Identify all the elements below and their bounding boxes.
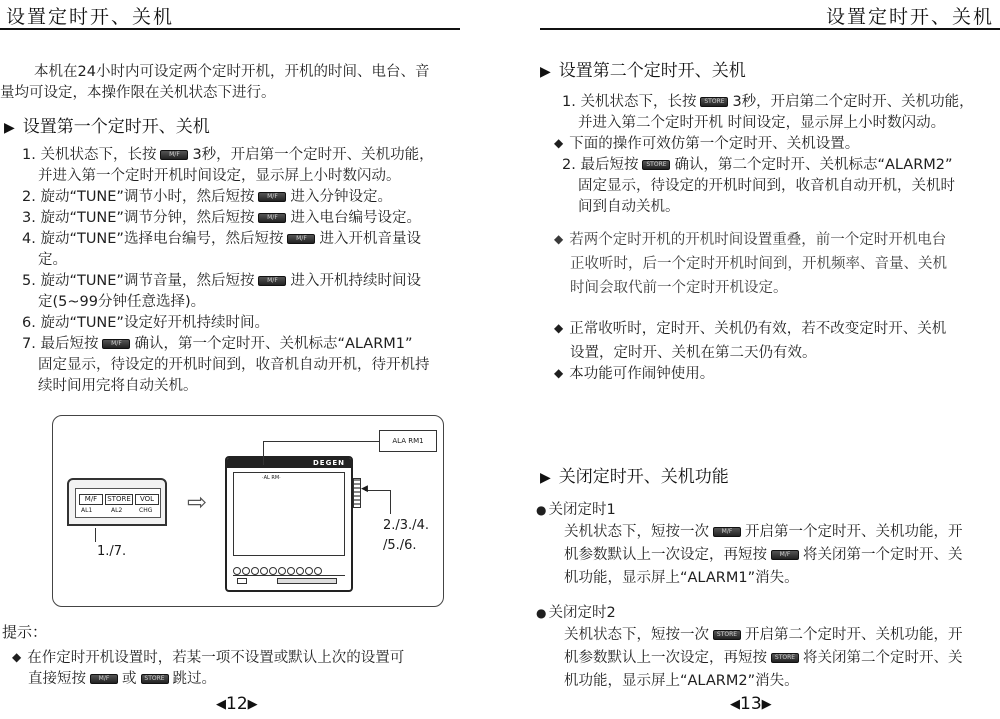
callout-right-label: 2./3./4. /5./6. — [383, 518, 429, 553]
step-7-cont-2: 续时间用完将自动关机。 — [38, 378, 198, 394]
close1-title: 关闭定时1 — [548, 502, 616, 518]
bullet-dot-icon: ● — [536, 503, 547, 517]
mf-key-icon: M/F — [102, 339, 130, 349]
diamond-bullet-icon: ◆ — [554, 136, 564, 150]
section-title-second: ▶ 设置第二个定时开、关机 — [540, 61, 746, 81]
s2-step-1: 1. 关机状态下，长按 STORE 3秒，开启第二个定时开、关机功能， — [562, 94, 974, 110]
mf-key-icon: M/F — [258, 192, 286, 202]
step-6: 6. 旋动“TUNE”设定好开机持续时间。 — [22, 315, 269, 331]
close-alarm-1: ● 关闭定时1 关机状态下，短按一次 M/F 开启第一个定时开、关机功能，开 机参数默认上一次设定，再短按 M/F 将关闭第一个定时开、关 机功能，显示屏上“ALARM1”消失。 — [536, 502, 963, 586]
intro-line-1: 本机在24小时内可设定两个定时开机，开机的时间、电台、音 — [34, 64, 430, 80]
mf-key-icon: M/F — [90, 674, 118, 684]
mf-key-icon: M/F — [287, 234, 315, 244]
left-page — [0, 0, 470, 719]
sub-label-chg: CHG — [139, 507, 153, 514]
arrow-left-icon: ◀ — [216, 697, 226, 712]
radio-illustration — [52, 415, 444, 607]
arrow-right-icon: ▶ — [247, 697, 258, 712]
intro-line-2: 量均可设定，本操作限在关机状态下进行。 — [0, 85, 276, 101]
radio-device — [225, 456, 353, 592]
mf-key-icon: M/F — [771, 550, 799, 560]
header-rule-right — [540, 28, 1000, 30]
step-4: 4. 旋动“TUNE”选择电台编号，然后短按 M/F 进入开机音量设 — [22, 231, 421, 247]
diamond-bullet-icon: ◆ — [12, 650, 22, 664]
diamond-bullet-icon: ◆ — [554, 321, 564, 335]
intro-paragraph — [0, 62, 460, 104]
number-keys — [233, 560, 345, 572]
step-7-cont-1: 固定显示，待设定的开机时间到，收音机自动开机，待开机持 — [38, 357, 430, 373]
sub-label-al2: AL2 — [111, 507, 123, 514]
brand-logo: DEGEN — [313, 459, 345, 467]
section-title-close: ▶ 关闭定时开、关机功能 — [540, 467, 729, 487]
s2-step-2-block: 2. 最后短按 STORE 确认，第二个定时开、关机标志“ALARM2” 固定显示，待设定的开机时间到，收音机自动开机，关机时 间到自动关机。 — [562, 155, 1000, 218]
tip-paragraph: ◆ 在作定时开机设置时，若某一项不设置或默认上次的设置可 直接短按 M/F 或 STORE 跳过。 — [12, 650, 405, 687]
vol-button: VOL — [135, 494, 159, 505]
tune-knob — [353, 478, 361, 508]
right-page — [530, 0, 1000, 719]
store-key-icon: STORE — [642, 160, 670, 170]
store-key-icon: STORE — [700, 97, 728, 107]
store-button: STORE — [105, 494, 133, 505]
tip-title: 提示： — [2, 623, 48, 641]
alarm1-callout-box: ALA RM1 — [379, 430, 437, 452]
step-1: 1. 关机状态下，长按 M/F 3秒，开启第一个定时开、关机功能， — [22, 147, 434, 163]
note-overlap: ◆ 若两个定时开机的开机时间设置重叠，前一个定时开机电台 正收听时，后一个定时开机时间到，开机频率、音量、关机 时间会取代前一个定时开机设定。 — [554, 232, 947, 296]
mf-key-icon: M/F — [713, 527, 741, 537]
close-alarm-2: ● 关闭定时2 关机状态下，短按一次 STORE 开启第二个定时开、关机功能，开 机参数默认上一次设定，再短按 STORE 将关闭第二个定时开、关 机功能，显示屏上“ALARM2”消失。 — [536, 605, 963, 689]
page-number-left: ◀12▶ — [216, 694, 258, 714]
mf-button: M/F — [79, 494, 103, 505]
diamond-bullet-icon: ◆ — [554, 232, 564, 246]
mf-key-icon: M/F — [258, 276, 286, 286]
triangle-bullet-icon: ▶ — [540, 64, 551, 80]
triangle-bullet-icon: ▶ — [540, 470, 551, 486]
step-3: 3. 旋动“TUNE”调节分钟，然后短按 M/F 进入电台编号设定。 — [22, 210, 421, 226]
section-title-first — [4, 116, 210, 139]
arrow-right-icon: ▶ — [761, 697, 772, 712]
step-4-cont: 定。 — [38, 252, 67, 268]
bullet-dot-icon: ● — [536, 606, 547, 620]
step-7: 7. 最后短按 M/F 确认，第一个定时开、关机标志“ALARM1” — [22, 336, 413, 352]
sub-label-al1: AL1 — [81, 507, 93, 514]
s2-step-2: 2. 最后短按 STORE 确认，第二个定时开、关机标志“ALARM2” — [562, 157, 953, 173]
first-alarm-steps — [22, 145, 462, 397]
step-5: 5. 旋动“TUNE”调节音量，然后短按 M/F 进入开机持续时间设 — [22, 273, 421, 289]
store-key-icon: STORE — [713, 630, 741, 640]
header-rule-left — [0, 28, 460, 30]
step-1-cont: 并进入第一个定时开机时间设定，显示屏上小时数闪动。 — [38, 168, 401, 184]
note-valid: ◆ 正常收听时，定时开、关机仍有效，若不改变定时开、关机 设置，定时开、关机在第二天仍有效。 — [554, 321, 947, 361]
arrow-left-icon: ◀ — [361, 484, 368, 494]
store-key-icon: STORE — [771, 653, 799, 663]
step-5-cont: 定(5~99分钟任意选择)。 — [38, 294, 206, 310]
page-number-right: ◀13▶ — [730, 694, 772, 714]
function-keys — [233, 575, 345, 585]
s2-step-1-cont: 并进入第二个定时开机 时间设定，显示屏上小时数闪动。 — [578, 115, 946, 131]
radio-screen: ·AL RM· — [233, 472, 345, 556]
mf-key-icon: M/F — [258, 213, 286, 223]
mf-key-icon: M/F — [160, 150, 188, 160]
step-2: 2. 旋动“TUNE”调节小时，然后短按 M/F 进入分钟设定。 — [22, 189, 392, 205]
page-header-left: 设置定时开、关机 — [6, 6, 175, 28]
button-panel-zoom — [67, 478, 167, 526]
diamond-bullet-icon: ◆ — [554, 366, 564, 380]
section-title-first-text: 设置第一个定时开、关机 — [22, 117, 210, 137]
note-alarm: ◆ 本功能可作闹钟使用。 — [554, 366, 715, 382]
page-header-right: 设置定时开、关机 — [825, 6, 994, 28]
s2-note: ◆ 下面的操作可效仿第一个定时开、关机设置。 — [554, 136, 860, 152]
second-alarm-steps — [562, 92, 1000, 134]
triangle-bullet-icon: ▶ — [4, 120, 15, 136]
store-key-icon: STORE — [141, 674, 169, 684]
callout-left-label: 1./7. — [97, 544, 127, 559]
close2-title: 关闭定时2 — [548, 605, 616, 621]
arrow-right-icon: ⇨ — [187, 488, 208, 516]
arrow-left-icon: ◀ — [730, 697, 740, 712]
